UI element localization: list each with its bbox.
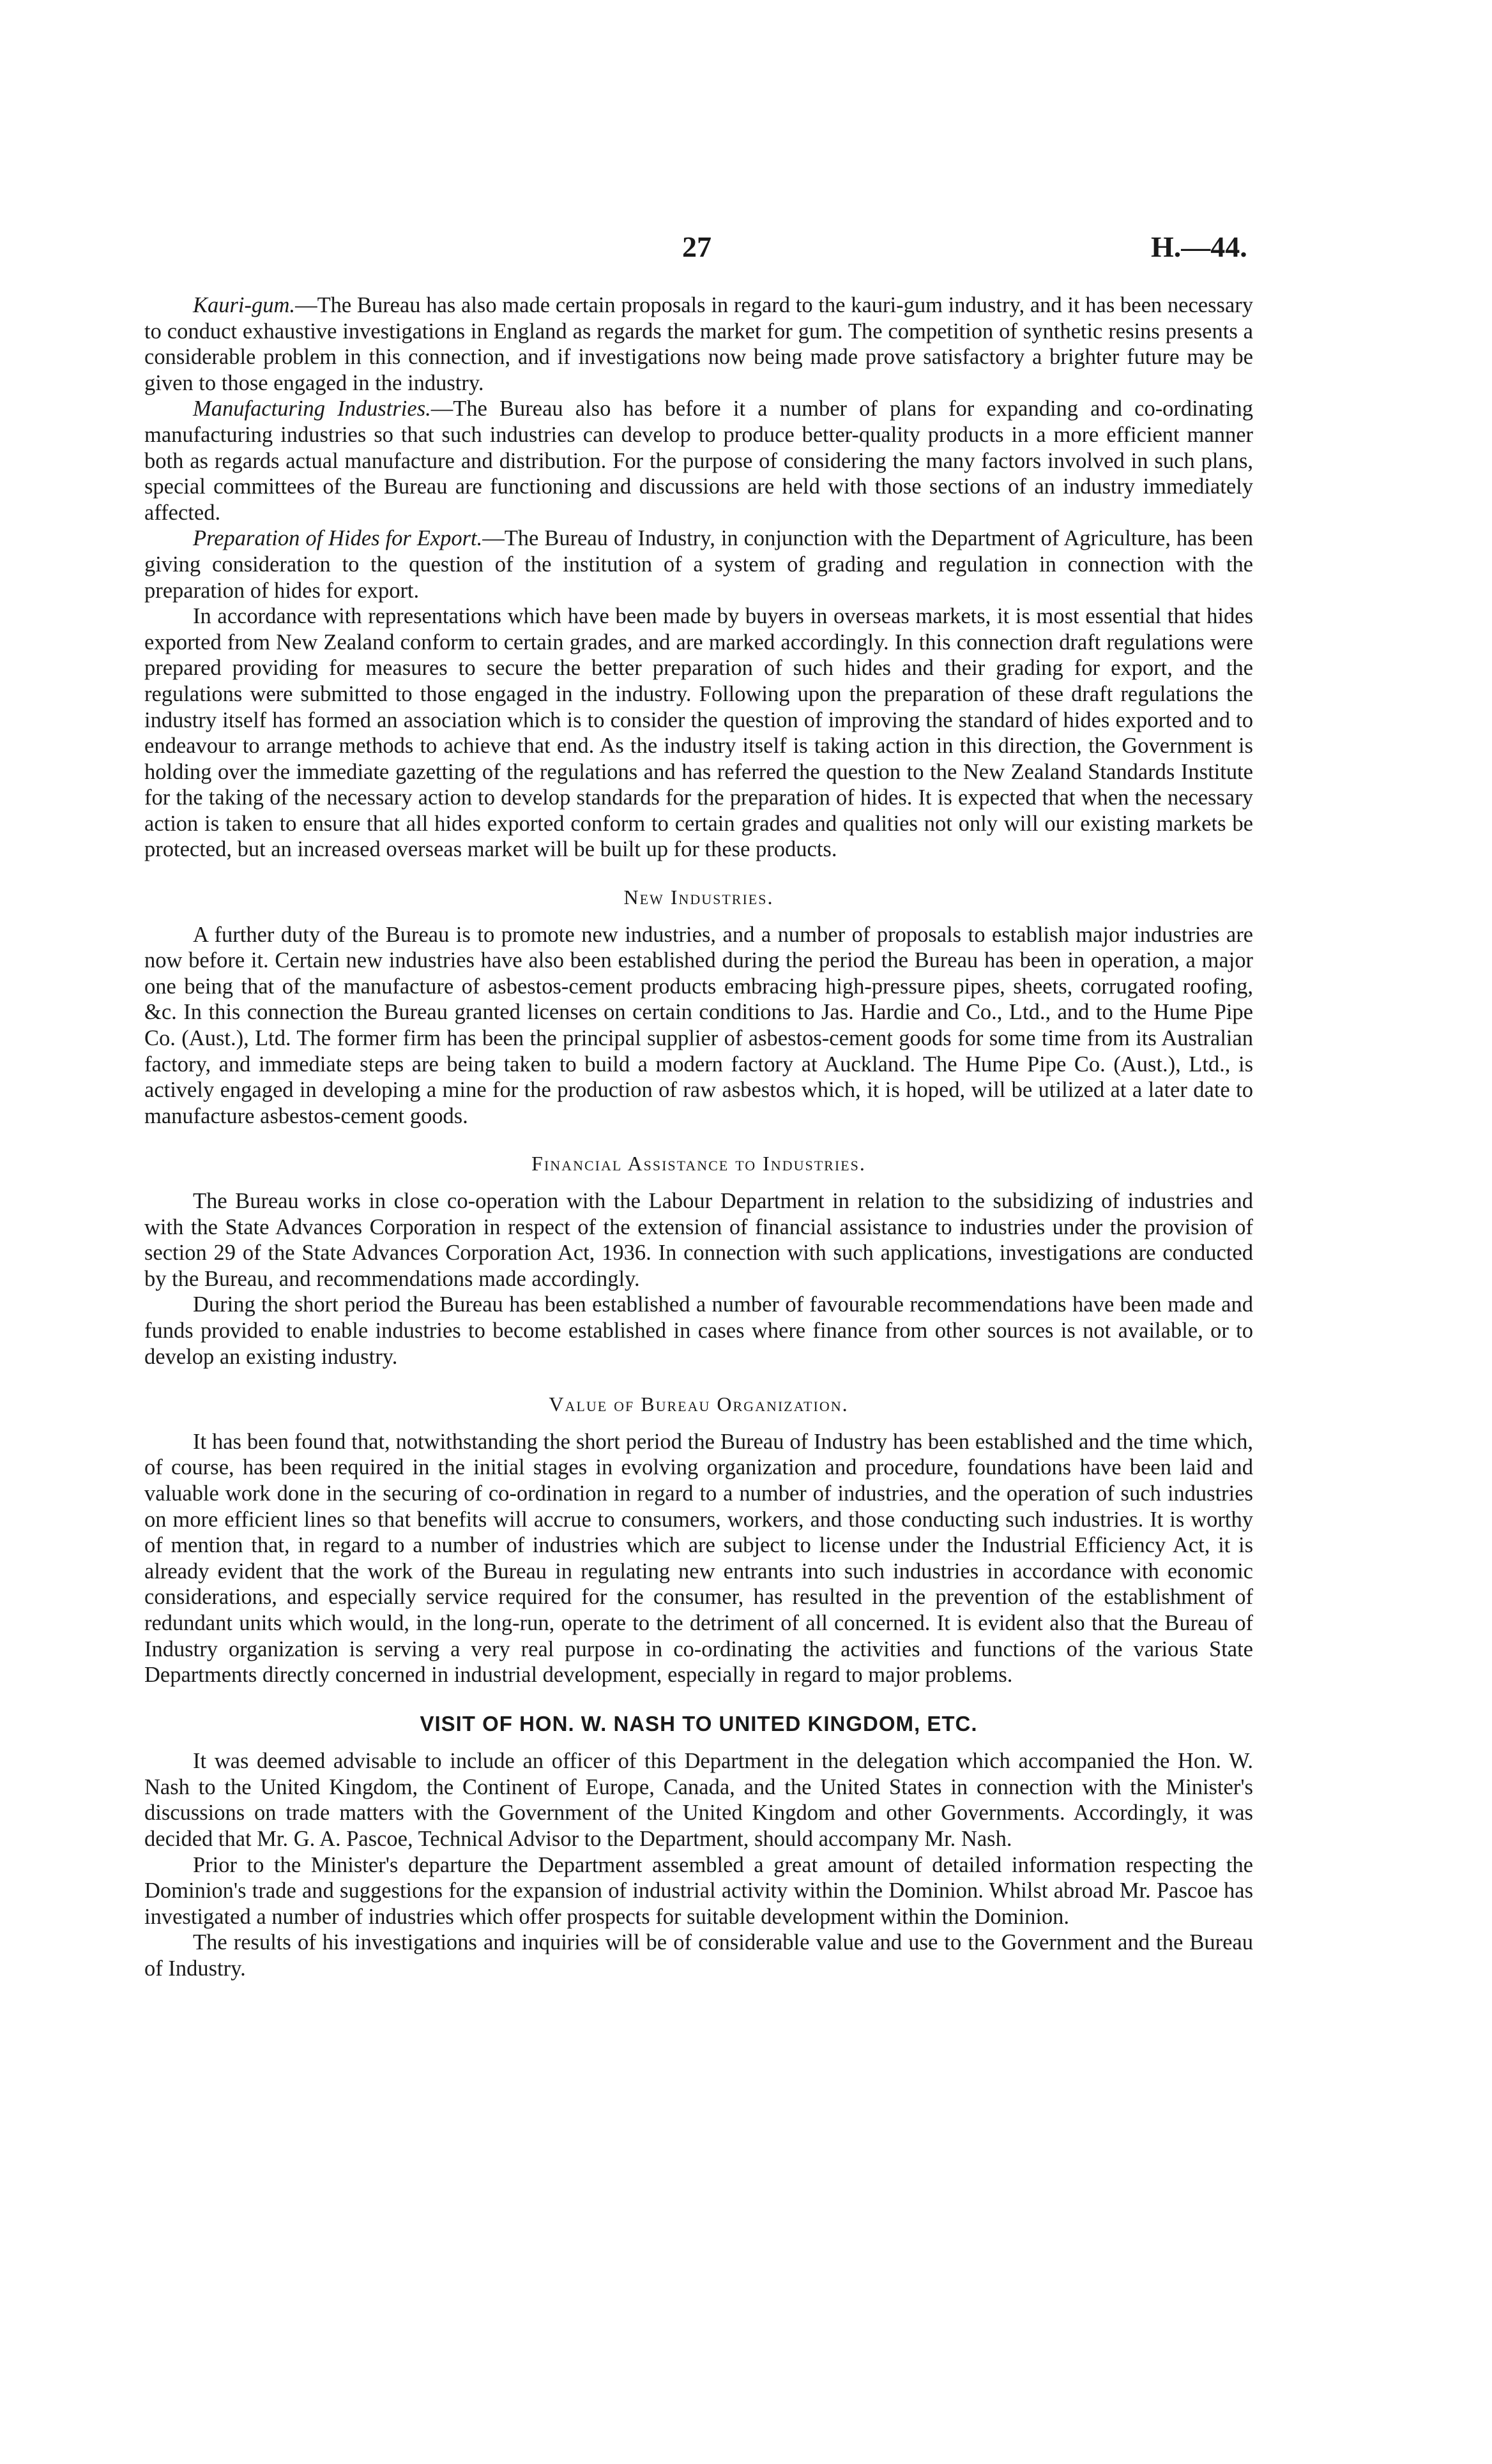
hides-paragraph-2: In accordance with representations which have been made by buyers in overseas markets, it is most essential that hides exported from New Zealand conform to certain grades, and are marked accordingly. In this connection draft regulations were prepared providing for measures to secure the better preparation of such hides and their grading for export, and the regulations were submitted to those engaged in the industry. Following upon the preparation of these draft regulations the industry itself has formed an association which is to consider the question of improving the standard of hides exported and to endeavour to arrange methods to achieve that end. As the industry itself is taking action in this direction, the Government is holding over the immediate gazetting of the regulations and has referred the question to the New Zealand Standards Institute for the taking of the necessary action to develop standards for the preparation of hides. It is expected that when the necessary action is taken to ensure that all hides exported conform to certain grades and qualities not only will our existing markets be protected, but an increased overseas market will be built up for these products. bbox=[144, 604, 1253, 862]
visit-paragraph-2: Prior to the Minister's departure the Department assembled a great amount of detailed information respecting the Dominion's trade and suggestions for the expansion of industrial activity within the Dominion. Whilst abroad Mr. Pascoe has investigated a number of industries which offer prospects for suitable development within the Dominion. bbox=[144, 1852, 1253, 1929]
manufacturing-paragraph bbox=[144, 396, 1253, 525]
manufacturing-text: —The Bureau also has before it a number of plans for expanding and co-ordinating manufacturing industries so that such industries can develop to produce better-quality products in a more efficient manner both as regards actual manufacture and distribution. For the purpose of considering the many factors involved in such plans, special committees of the Bureau are functioning and discussions are held with those sections of an industry immediately affected. bbox=[144, 397, 1253, 525]
value-organization-heading: Value of Bureau Organization. bbox=[549, 1393, 849, 1416]
new-industries-paragraph: A further duty of the Bureau is to promote new industries, and a number of proposals to establish major industries are now before it. Certain new industries have also been established during the period the Bureau has been in operation, a major one being that of the manufacture of asbestos-cement products embracing high-pressure pipes, sheets, corrugated roofing, &c. In this connection the Bureau granted licenses on certain conditions to Jas. Hardie and Co., Ltd., and to the Hume Pipe Co. (Aust.), Ltd. The former firm has been the principal supplier of asbestos-cement goods for some time from its Australian factory, and immediate steps are being taken to build a modern factory at Auckland. The Hume Pipe Co. (Aust.), Ltd., is actively engaged in developing a mine for the production of raw asbestos which, it is hoped, will be utilized at a later date to manufacture asbestos-cement goods. bbox=[144, 922, 1253, 1128]
value-paragraph: It has been found that, notwithstanding the short period the Bureau of Industry has been established and the time which, of course, has been required in the initial stages in evolving organization and procedure, foundations have been laid and valuable work done in the securing of co-ordination in regard to a number of industries, and the operation of such industries on more efficient lines so that benefits will accrue to consumers, workers, and those conducting such industries. It is worthy of mention that, in regard to a number of industries which are subject to license under the Industrial Efficiency Act, it is already evident that the work of the Bureau in regulating new entrants into such industries in accordance with economic considerations, and especially service required for the consumer, has resulted in the prevention of the establishment of redundant units which would, in the long-run, operate to the detriment of all concerned. It is evident also that the Bureau of Industry organization is serving a very real purpose in co-ordinating the activities and functions of the various State Departments directly concerned in industrial development, especially in regard to major problems. bbox=[144, 1429, 1253, 1688]
kauri-gum-paragraph bbox=[144, 292, 1253, 396]
new-industries-heading: New Industries. bbox=[623, 886, 774, 909]
financial-paragraph-1: The Bureau works in close co-operation with the Labour Department in relation to the subsidizing of industries and with the State Advances Corporation in respect of the extension of financial assistance to industries under the provision of section 29 of the State Advances Corporation Act, 1936. In connection with such applications, investigations are conducted by the Bureau, and recommendations made accordingly. bbox=[144, 1189, 1253, 1291]
visit-paragraph-1: It was deemed advisable to include an officer of this Department in the delegation which accompanied the Hon. W. Nash to the United Kingdom, the Continent of Europe, Canada, and the United States in connection with the Minister's discussions on trade matters with the Government of the United Kingdom and other Governments. Accordingly, it was decided that Mr. G. A. Pascoe, Technical Advisor to the Department, should accompany Mr. Nash. bbox=[144, 1749, 1253, 1852]
hides-paragraph bbox=[144, 525, 1253, 603]
financial-paragraph-2: During the short period the Bureau has been established a number of favourable recommendations have been made and funds provided to enable industries to become established in cases where finance from other sources is not available, or to develop an existing industry. bbox=[144, 1292, 1253, 1369]
document-reference: H.—44. bbox=[1151, 231, 1247, 263]
visit-heading: VISIT OF HON. W. NASH TO UNITED KINGDOM, ETC. bbox=[420, 1711, 978, 1735]
financial-assistance-heading: Financial Assistance to Industries. bbox=[531, 1152, 866, 1175]
hides-lead: Preparation of Hides for Export. bbox=[193, 526, 483, 551]
visit-paragraph-3: The results of his investigations and inquiries will be of considerable value and use to the Government and the Bureau of Industry. bbox=[144, 1930, 1253, 1981]
kauri-gum-text: —The Bureau has also made certain proposals in regard to the kauri-gum industry, and it has been necessary to conduct exhaustive investigations in England as regards the market for gum. The competition of synthetic resins presents a considerable problem in this connection, and if investigations now being made prove satisfactory a brighter future may be given to those engaged in the industry. bbox=[144, 293, 1253, 395]
page-number: 27 bbox=[682, 231, 712, 263]
kauri-gum-lead: Kauri-gum. bbox=[193, 293, 296, 317]
hides-text: —The Bureau of Industry, in conjunction with the Department of Agriculture, has been giving consideration to the question of the institution of a system of grading and regulation in connection with the preparation of hides for export. bbox=[144, 526, 1253, 603]
manufacturing-lead: Manufacturing Industries. bbox=[193, 397, 431, 421]
document-body bbox=[144, 292, 1253, 1982]
